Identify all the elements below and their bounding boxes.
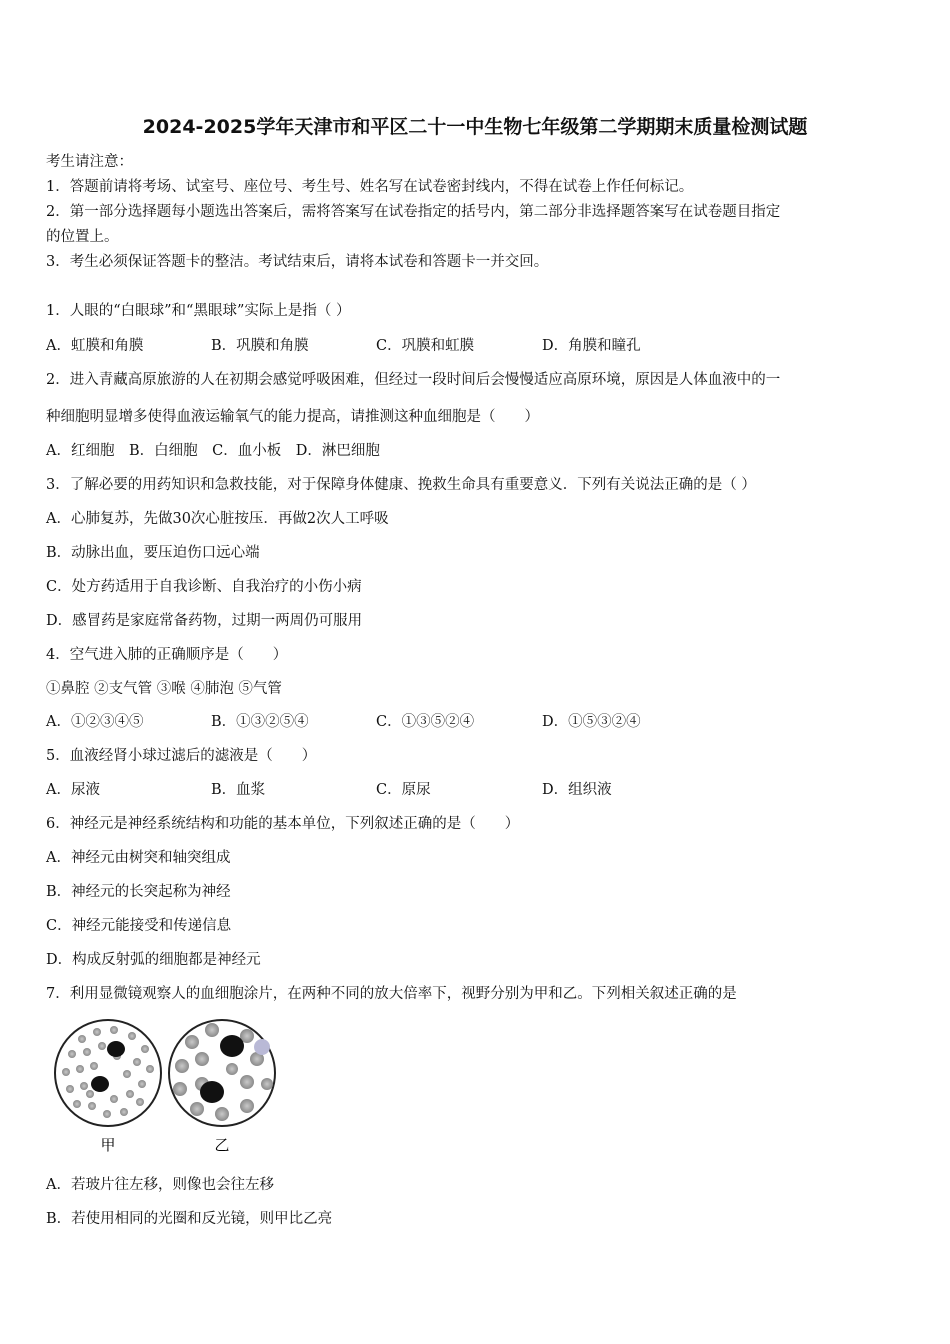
q1-stem: 1．人眼的“白眼球”和“黑眼球”实际上是指（ ） xyxy=(46,303,351,319)
q7-option-b: B．若使用相同的光圈和反光镜，则甲比乙亮 xyxy=(46,1211,333,1227)
q5-option-c: C．原尿 xyxy=(376,782,431,798)
q7-stem: 7．利用显微镜观察人的血细胞涂片，在两种不同的放大倍率下，视野分别为甲和乙。下列相关叙述正确的是 xyxy=(46,986,737,1002)
q5-option-d: D．组织液 xyxy=(542,782,612,798)
q5-option-b: B．血浆 xyxy=(211,782,266,798)
notice-item-3: 3．考生必须保证答题卡的整洁。考试结束后，请将本试卷和答题卡一并交回。 xyxy=(46,254,549,270)
exam-title: 2024-2025学年天津市和平区二十一中生物七年级第二学期期末质量检测试题 xyxy=(142,116,808,138)
q3-option-d: D．感冒药是家庭常备药物，过期一两周仍可服用 xyxy=(46,613,363,629)
q6-stem: 6．神经元是神经系统结构和功能的基本单位，下列叙述正确的是（ ） xyxy=(46,816,520,832)
q4-option-a: A．①②③④⑤ xyxy=(46,714,144,730)
q6-option-a: A．神经元由树突和轴突组成 xyxy=(46,850,231,866)
q3-option-b: B．动脉出血，要压迫伤口远心端 xyxy=(46,545,260,561)
q4-option-d: D．①⑤③②④ xyxy=(542,714,641,730)
q4-option-c: C．①③⑤②④ xyxy=(376,714,475,730)
q3-stem: 3．了解必要的用药知识和急救技能，对于保障身体健康、挽救生命具有重要意义．下列有关说法正确的是（ ） xyxy=(46,477,756,493)
q1-option-d: D．角膜和瞳孔 xyxy=(542,338,641,354)
q2-stem-1: 2．进入青藏高原旅游的人在初期会感觉呼吸困难，但经过一段时间后会慢慢适应高原环境，原因是人体血液中的一 xyxy=(46,372,781,388)
q3-option-a: A．心肺复苏，先做30次心脏按压．再做2次人工呼吸 xyxy=(46,511,389,527)
microscope-figure xyxy=(52,1014,282,1159)
view-jia xyxy=(55,1020,161,1126)
q4-option-b: B．①③②⑤④ xyxy=(211,714,309,730)
notice-item-2-cont: 的位置上。 xyxy=(46,229,119,245)
q2-options: A．红细胞 B．白细胞 C．血小板 D．淋巴细胞 xyxy=(46,443,380,459)
q5-option-a: A．尿液 xyxy=(46,782,100,798)
q1-option-b: B．巩膜和角膜 xyxy=(211,338,309,354)
label-jia: 甲 xyxy=(100,1136,116,1154)
q4-items: ①鼻腔 ②支气管 ③喉 ④肺泡 ⑤气管 xyxy=(46,681,282,697)
q1-option-c: C．巩膜和虹膜 xyxy=(376,338,475,354)
blood-smear-views xyxy=(52,1014,282,1159)
q6-option-b: B．神经元的长突起称为神经 xyxy=(46,884,231,900)
view-yi xyxy=(169,1020,275,1126)
label-yi: 乙 xyxy=(214,1136,230,1154)
q5-stem: 5．血液经肾小球过滤后的滤液是（ ） xyxy=(46,748,317,764)
q6-option-d: D．构成反射弧的细胞都是神经元 xyxy=(46,952,261,968)
notice-item-2: 2．第一部分选择题每小题选出答案后，需将答案写在试卷指定的括号内，第二部分非选择题答案写在试卷题目指定 xyxy=(46,204,781,220)
notice-heading: 考生请注意： xyxy=(46,154,133,170)
q3-option-c: C．处方药适用于自我诊断、自我治疗的小伤小病 xyxy=(46,579,362,595)
q4-stem: 4．空气进入肺的正确顺序是（ ） xyxy=(46,647,288,663)
q7-option-a: A．若玻片往左移，则像也会往左移 xyxy=(46,1177,274,1193)
q6-option-c: C．神经元能接受和传递信息 xyxy=(46,918,232,934)
notice-item-1: 1．答题前请将考场、试室号、座位号、考生号、姓名写在试卷密封线内，不得在试卷上作任何标记。 xyxy=(46,179,694,195)
q1-option-a: A．虹膜和角膜 xyxy=(46,338,144,354)
q2-stem-2: 种细胞明显增多使得血液运输氧气的能力提高，请推测这种血细胞是（ ） xyxy=(46,409,539,425)
